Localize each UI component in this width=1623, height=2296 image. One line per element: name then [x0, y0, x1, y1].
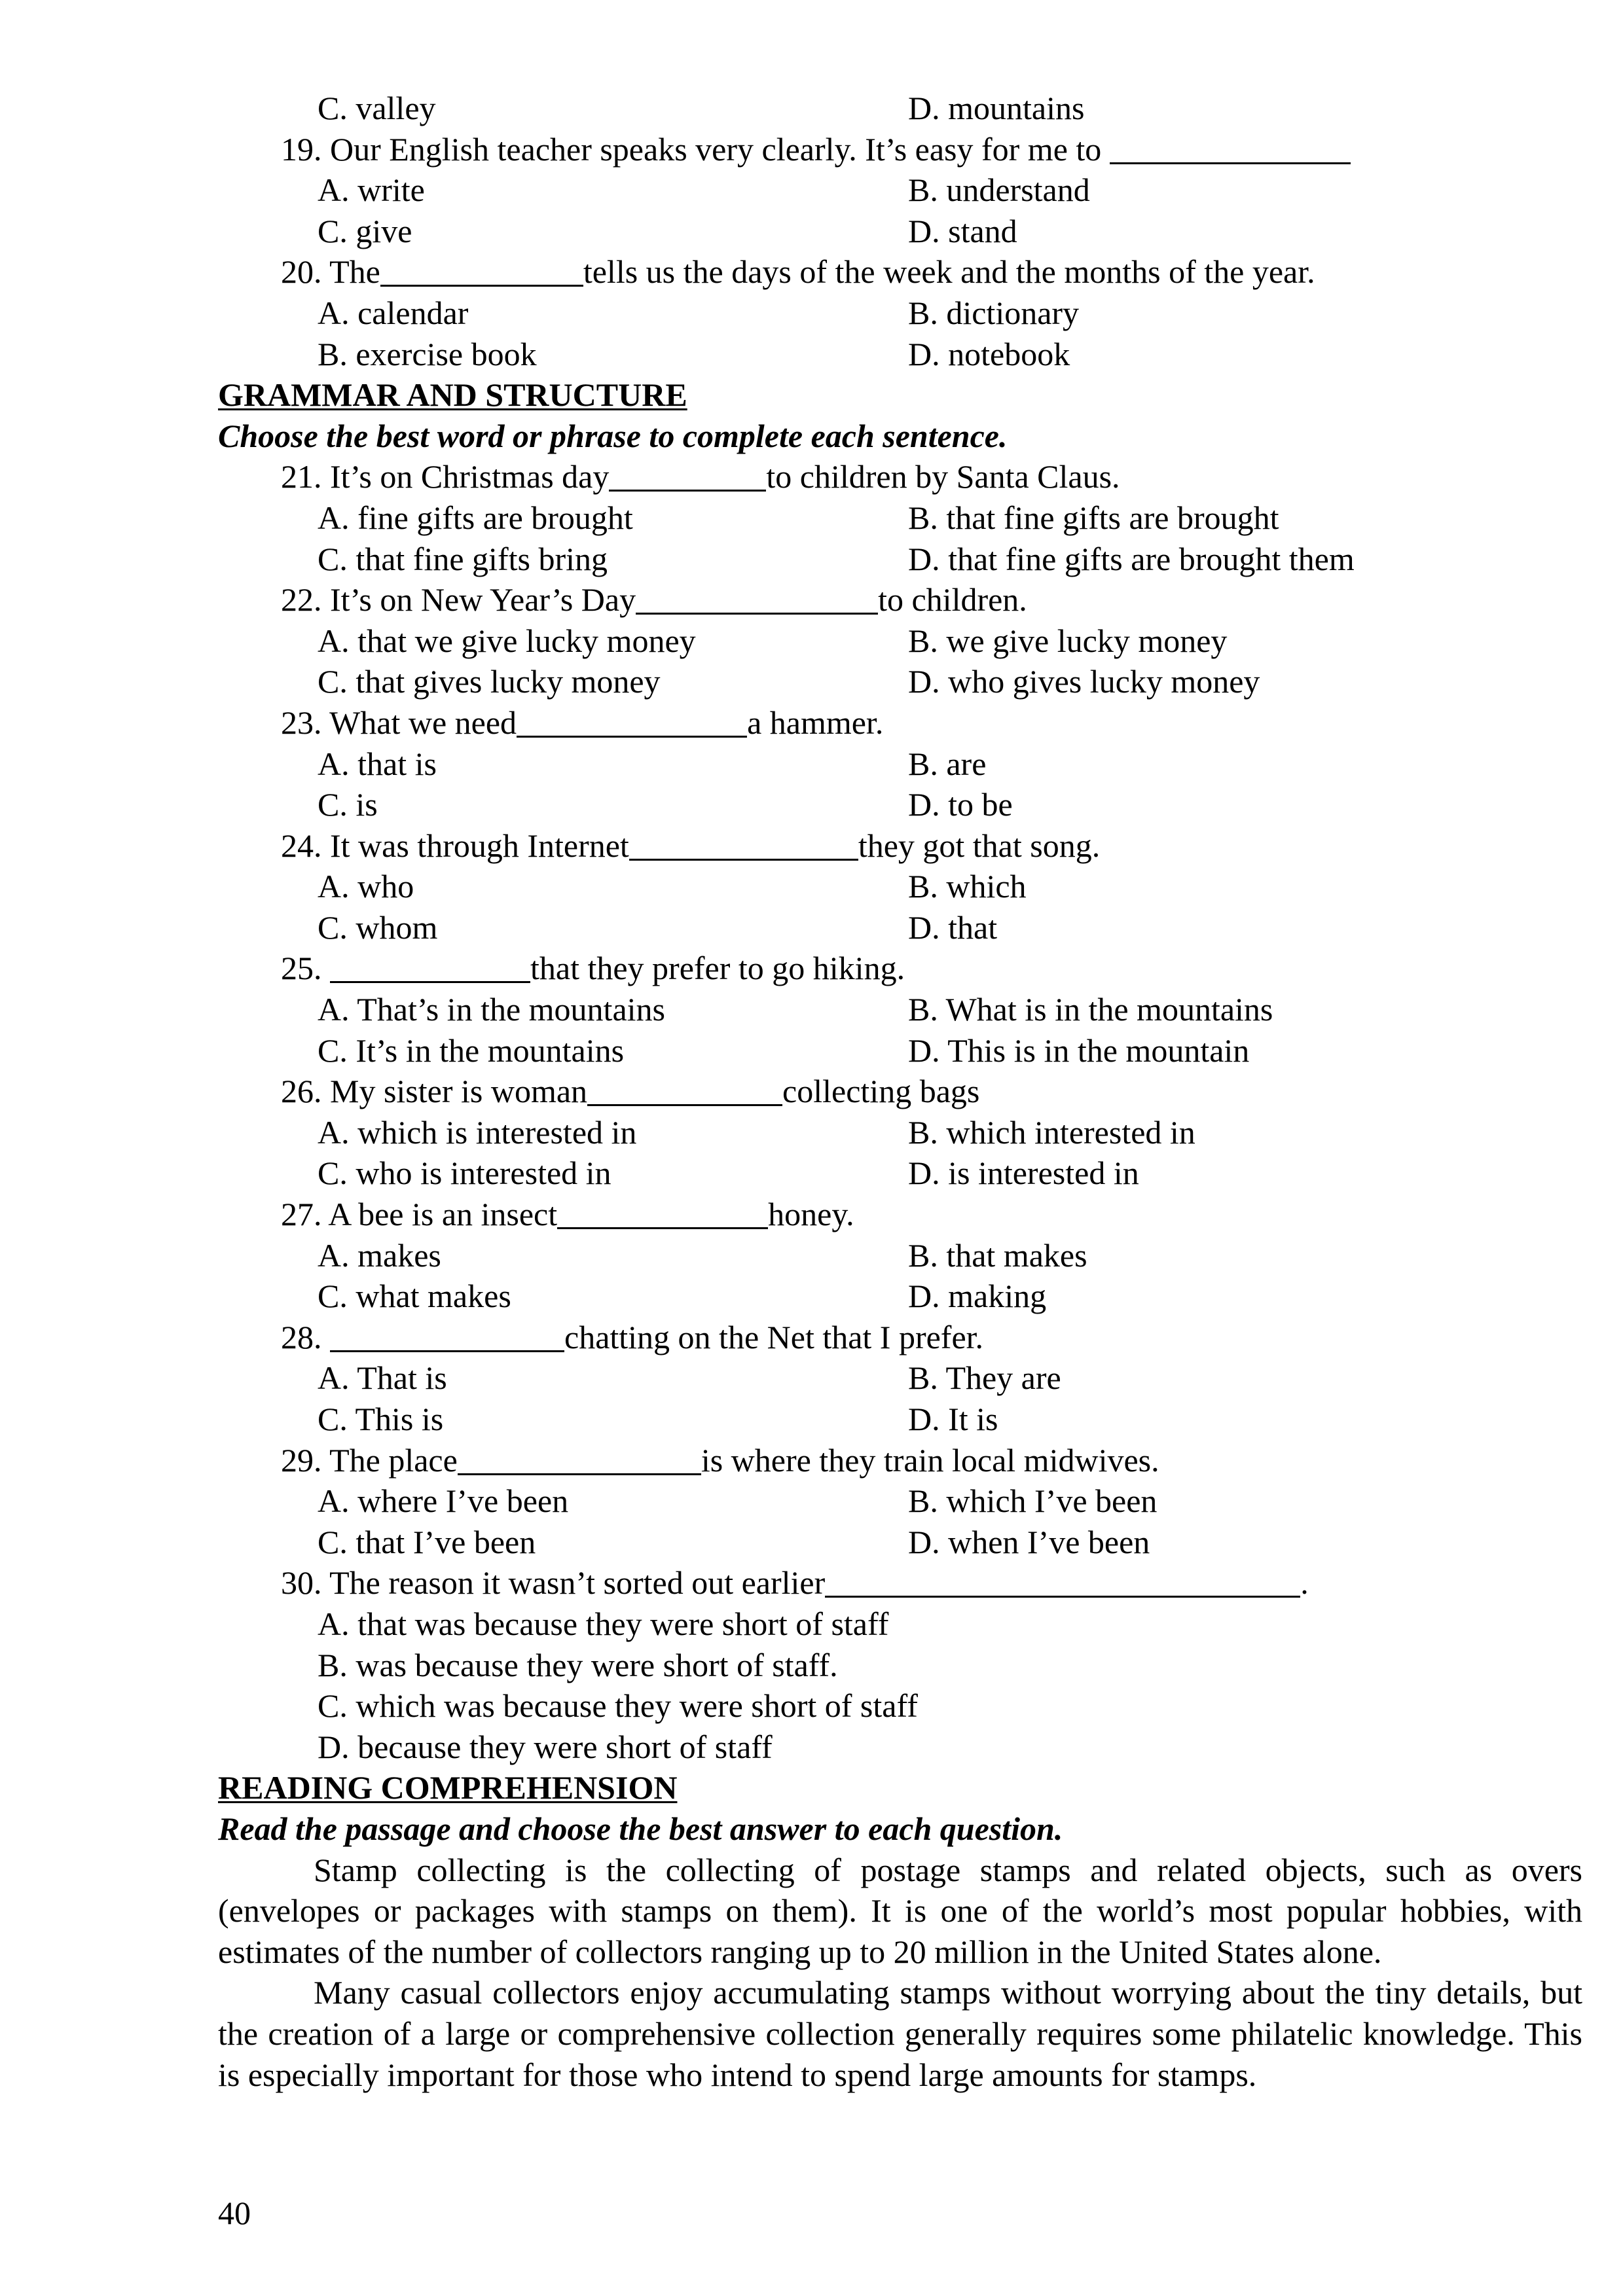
section-heading-grammar: GRAMMAR AND STRUCTURE	[218, 376, 687, 414]
question-28-options-cd	[218, 1399, 1582, 1440]
option-a: A. who	[318, 868, 414, 905]
question-27	[218, 1194, 1582, 1235]
question-text: 19. Our English teacher speaks very clearly. It’s easy for me to	[281, 130, 1110, 168]
option-b: B. which interested in	[908, 1113, 1195, 1151]
page-number: 40	[218, 2195, 251, 2231]
question-20	[218, 251, 1582, 293]
option-c: C. who is interested in	[318, 1155, 611, 1192]
question-23-options-cd	[218, 784, 1582, 825]
question-27-options-cd	[218, 1276, 1582, 1317]
question-text-after: collecting bags	[782, 1073, 980, 1110]
option-b: B. dictionary	[908, 294, 1080, 331]
option-c: C. that gives lucky money	[318, 663, 661, 700]
option-b: B. They are	[908, 1359, 1061, 1397]
question-26	[218, 1071, 1582, 1112]
option-c: C. is	[318, 786, 378, 823]
question-text-after: that they prefer to go hiking.	[530, 950, 905, 987]
option-d: D. stand	[908, 212, 1017, 249]
question-text: 24. It was through Internet	[281, 827, 629, 864]
question-29	[218, 1440, 1582, 1481]
question-text-after: they got that song.	[858, 827, 1101, 864]
question-20-options-ab	[218, 293, 1582, 334]
question-30-option-a: A. that was because they were short of staff	[318, 1605, 889, 1642]
question-26-options-ab	[218, 1112, 1582, 1153]
question-23-options-ab	[218, 744, 1582, 785]
question-29-options-cd	[218, 1522, 1582, 1563]
question-text: 20. The	[281, 253, 380, 291]
question-28	[218, 1317, 1582, 1358]
option-c: C. It’s in the mountains	[318, 1031, 625, 1069]
answer-blank	[517, 708, 747, 738]
answer-blank	[458, 1446, 701, 1475]
question-text-after: tells us the days of the week and the months of the year.	[583, 253, 1315, 291]
question-text-after: to children.	[878, 581, 1027, 619]
section-instruction-reading: Read the passage and choose the best answer to each question.	[218, 1810, 1063, 1847]
answer-blank	[629, 831, 858, 861]
option-c: C. This is	[318, 1401, 444, 1437]
reading-paragraph-1: Stamp collecting is the collecting of postage stamps and related objects, such as overs (envelopes or packages with stamps on them). It is one of the world’s most popular hobbies, with estimates of the number of collectors ranging up to 20 million in the United States alone.	[218, 1851, 1582, 1970]
question-text-after: honey.	[768, 1196, 854, 1233]
option-a: A. fine gifts are brought	[318, 499, 633, 536]
question-24	[218, 825, 1582, 867]
option-c: C. whom	[318, 908, 438, 946]
reading-paragraph-2: Many casual collectors enjoy accumulating stamps without worrying about the tiny details, but the creation of a large or comprehensive collection generally requires some philatelic knowledge. This is especially important for those who intend to spend large amounts for stamps.	[218, 1974, 1582, 2093]
answer-blank	[557, 1200, 768, 1229]
question-21-options-ab	[218, 497, 1582, 539]
answer-blank	[636, 585, 878, 615]
question-text: 26. My sister is woman	[281, 1073, 588, 1110]
question-text-after: .	[1300, 1564, 1309, 1602]
answer-blank	[587, 1077, 782, 1106]
question-30-option-b: B. was because they were short of staff.	[318, 1646, 838, 1683]
option-c: C. what makes	[318, 1278, 511, 1315]
question-21	[218, 456, 1582, 497]
question-text: 21. It’s on Christmas day	[281, 458, 610, 495]
option-b: B. What is in the mountains	[908, 991, 1273, 1028]
question-22-options-ab	[218, 620, 1582, 662]
option-d: D. to be	[908, 786, 1013, 823]
option-d: D. notebook	[908, 335, 1070, 372]
question-27-options-ab	[218, 1235, 1582, 1276]
question-28-options-ab	[218, 1357, 1582, 1399]
question-19	[218, 129, 1582, 170]
section-instruction-grammar: Choose the best word or phrase to complete each sentence.	[218, 417, 1008, 454]
question-25-options-ab	[218, 989, 1582, 1030]
option-b: B. we give lucky money	[908, 622, 1228, 659]
question-text-after: a hammer.	[747, 704, 884, 741]
option-b: B. that makes	[908, 1236, 1087, 1274]
option-c: C. that I’ve been	[318, 1523, 536, 1560]
question-22	[218, 579, 1582, 620]
option-c: C. give	[318, 212, 412, 249]
option-a: A. that we give lucky money	[318, 622, 696, 659]
page-content	[218, 88, 1582, 2095]
option-a: A. that is	[318, 745, 437, 782]
option-a: A. write	[318, 171, 425, 209]
question-25	[218, 948, 1582, 989]
option-d: D. that	[908, 908, 998, 946]
option-a: A. That is	[318, 1359, 447, 1397]
question-22-options-cd	[218, 661, 1582, 702]
option-d: D. is interested in	[908, 1155, 1139, 1192]
option-c: C. valley	[318, 90, 436, 126]
option-b: B. which	[908, 868, 1027, 905]
question-text: 30. The reason it wasn’t sorted out earlier	[281, 1564, 826, 1602]
question-text: 22. It’s on New Year’s Day	[281, 581, 636, 619]
answer-blank	[1110, 135, 1351, 164]
question-26-options-cd	[218, 1153, 1582, 1194]
option-b: B. that fine gifts are brought	[908, 499, 1279, 536]
option-c: C. that fine gifts bring	[318, 540, 608, 577]
question-text: 23. What we need	[281, 704, 517, 741]
question-23	[218, 702, 1582, 744]
question-29-options-ab	[218, 1480, 1582, 1522]
question-24-options-ab	[218, 866, 1582, 907]
option-a: A. makes	[318, 1236, 441, 1274]
option-d: D. who gives lucky money	[908, 663, 1260, 700]
option-a: A. which is interested in	[318, 1113, 637, 1151]
question-25-options-cd	[218, 1030, 1582, 1071]
option-d: D. It is	[908, 1401, 998, 1437]
answer-blank	[609, 462, 766, 492]
option-d: D. that fine gifts are brought them	[908, 540, 1355, 577]
question-text-after: chatting on the Net that I prefer.	[564, 1318, 984, 1355]
question-text: 25.	[281, 950, 330, 987]
option-d: D. This is in the mountain	[908, 1031, 1250, 1069]
question-text-after: to children by Santa Claus.	[766, 458, 1120, 495]
answer-blank	[330, 1323, 564, 1352]
question-text: 28.	[281, 1318, 330, 1355]
answer-blank	[330, 954, 530, 983]
option-a: A. calendar	[318, 294, 469, 331]
question-text: 29. The place	[281, 1441, 458, 1479]
option-c: B. exercise book	[318, 335, 537, 372]
answer-blank	[825, 1568, 1300, 1598]
question-24-options-cd	[218, 907, 1582, 948]
question-21-options-cd	[218, 539, 1582, 580]
section-heading-reading: READING COMPREHENSION	[218, 1769, 678, 1806]
question-30	[218, 1562, 1582, 1604]
question-text: 27. A bee is an insect	[281, 1196, 558, 1233]
question-18-options-cd	[218, 88, 1582, 129]
option-d: D. mountains	[908, 90, 1085, 126]
option-b: B. understand	[908, 171, 1090, 209]
option-d: D. when I’ve been	[908, 1523, 1150, 1560]
question-19-options-ab	[218, 170, 1582, 211]
option-a: A. That’s in the mountains	[318, 991, 665, 1028]
question-20-options-cd	[218, 334, 1582, 375]
answer-blank	[380, 257, 583, 287]
option-b: B. which I’ve been	[908, 1482, 1158, 1520]
option-a: A. where I’ve been	[318, 1482, 569, 1520]
question-30-option-c: C. which was because they were short of staff	[318, 1687, 918, 1725]
option-d: D. making	[908, 1278, 1047, 1315]
option-b: B. are	[908, 745, 987, 782]
question-19-options-cd	[218, 211, 1582, 252]
question-text-after: is where they train local midwives.	[701, 1441, 1159, 1479]
question-30-option-d: D. because they were short of staff	[318, 1728, 773, 1765]
